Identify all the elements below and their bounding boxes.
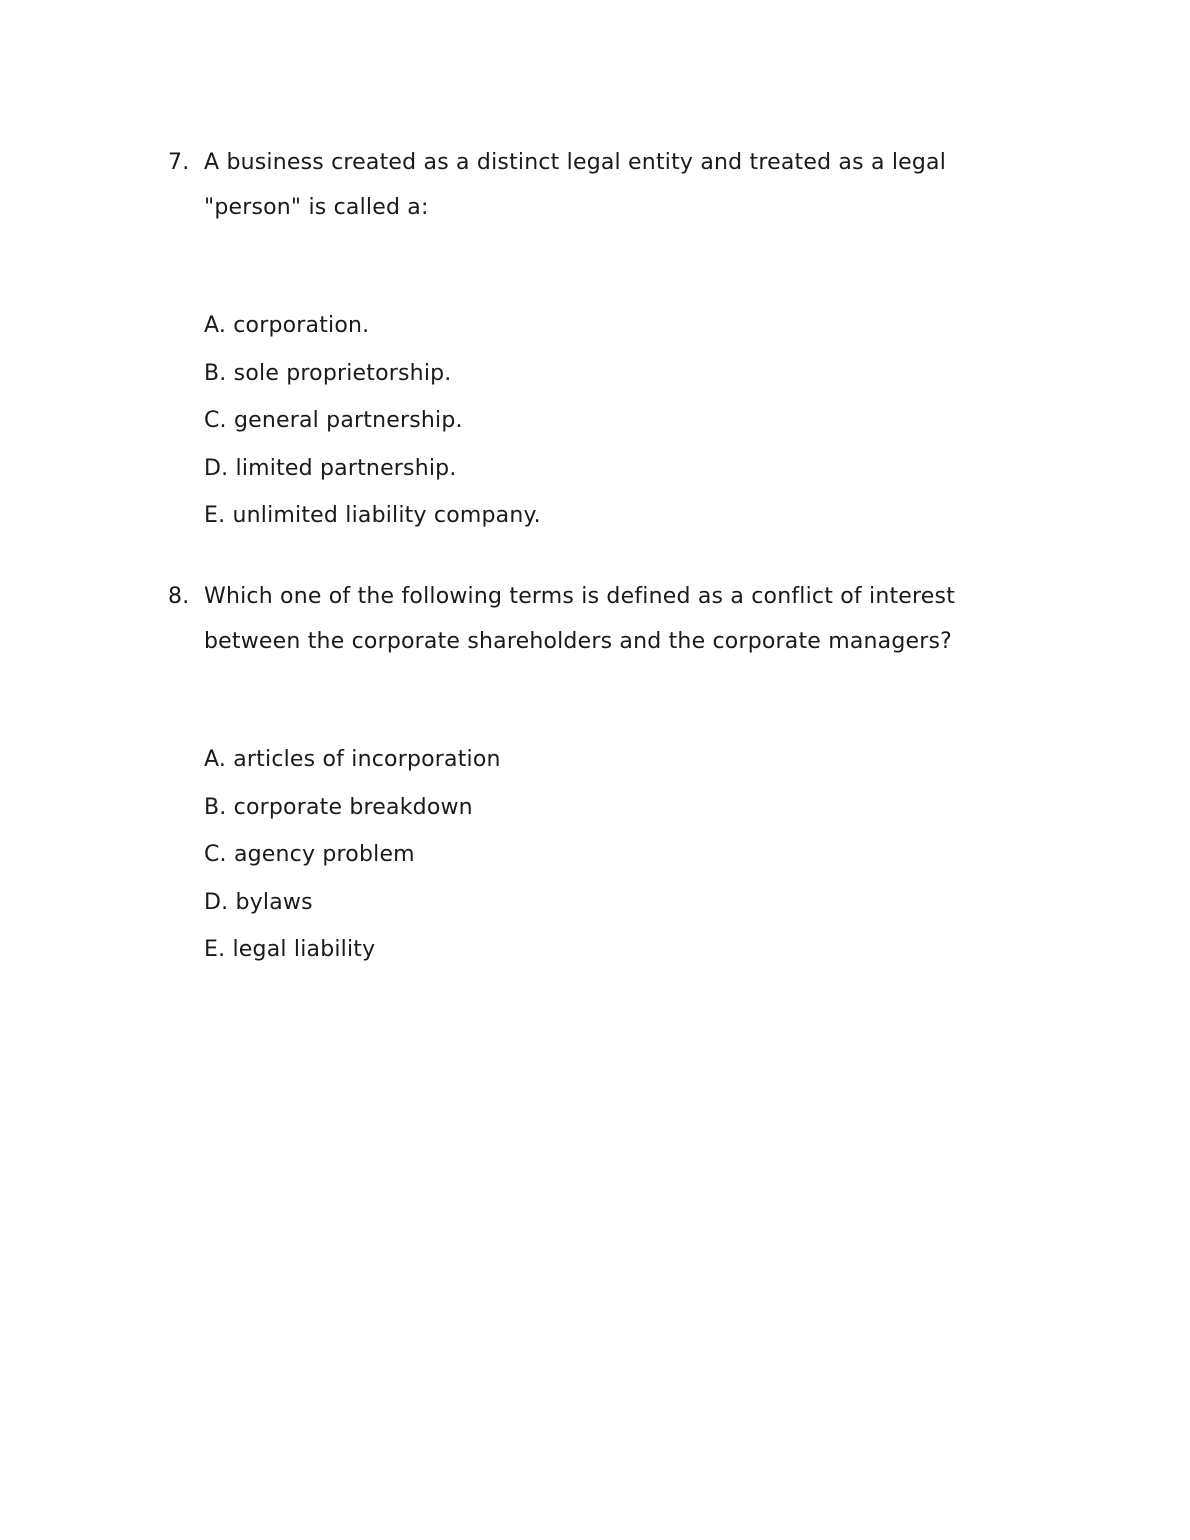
answer-option-d: D. bylaws bbox=[204, 889, 313, 915]
answer-option-d: D. limited partnership. bbox=[204, 455, 457, 481]
question-8 bbox=[168, 574, 1048, 974]
answer-option-b: B. corporate breakdown bbox=[204, 794, 473, 820]
question-stem bbox=[168, 574, 1048, 664]
answer-option-a: A. corporation. bbox=[204, 313, 370, 338]
answer-option-e: E. legal liability bbox=[204, 937, 376, 962]
answer-option-a: A. articles of incorporation bbox=[204, 747, 501, 772]
answer-options bbox=[168, 736, 1048, 974]
answer-option-e: E. unlimited liability company. bbox=[204, 503, 541, 528]
answer-option-c: C. general partnership. bbox=[204, 408, 463, 433]
question-stem bbox=[168, 140, 1048, 230]
answer-option-c: C. agency problem bbox=[204, 842, 415, 867]
question-text: A business created as a distinct legal entity and treated as a legal "person" is called a: bbox=[204, 150, 947, 220]
question-text: Which one of the following terms is defined as a conflict of interest between the corporate shareholders and the corporate managers? bbox=[204, 584, 956, 654]
question-7 bbox=[168, 140, 1048, 540]
answer-options bbox=[168, 302, 1048, 540]
question-number: 7. bbox=[168, 150, 190, 175]
answer-option-b: B. sole proprietorship. bbox=[204, 360, 452, 386]
question-number: 8. bbox=[168, 584, 190, 609]
